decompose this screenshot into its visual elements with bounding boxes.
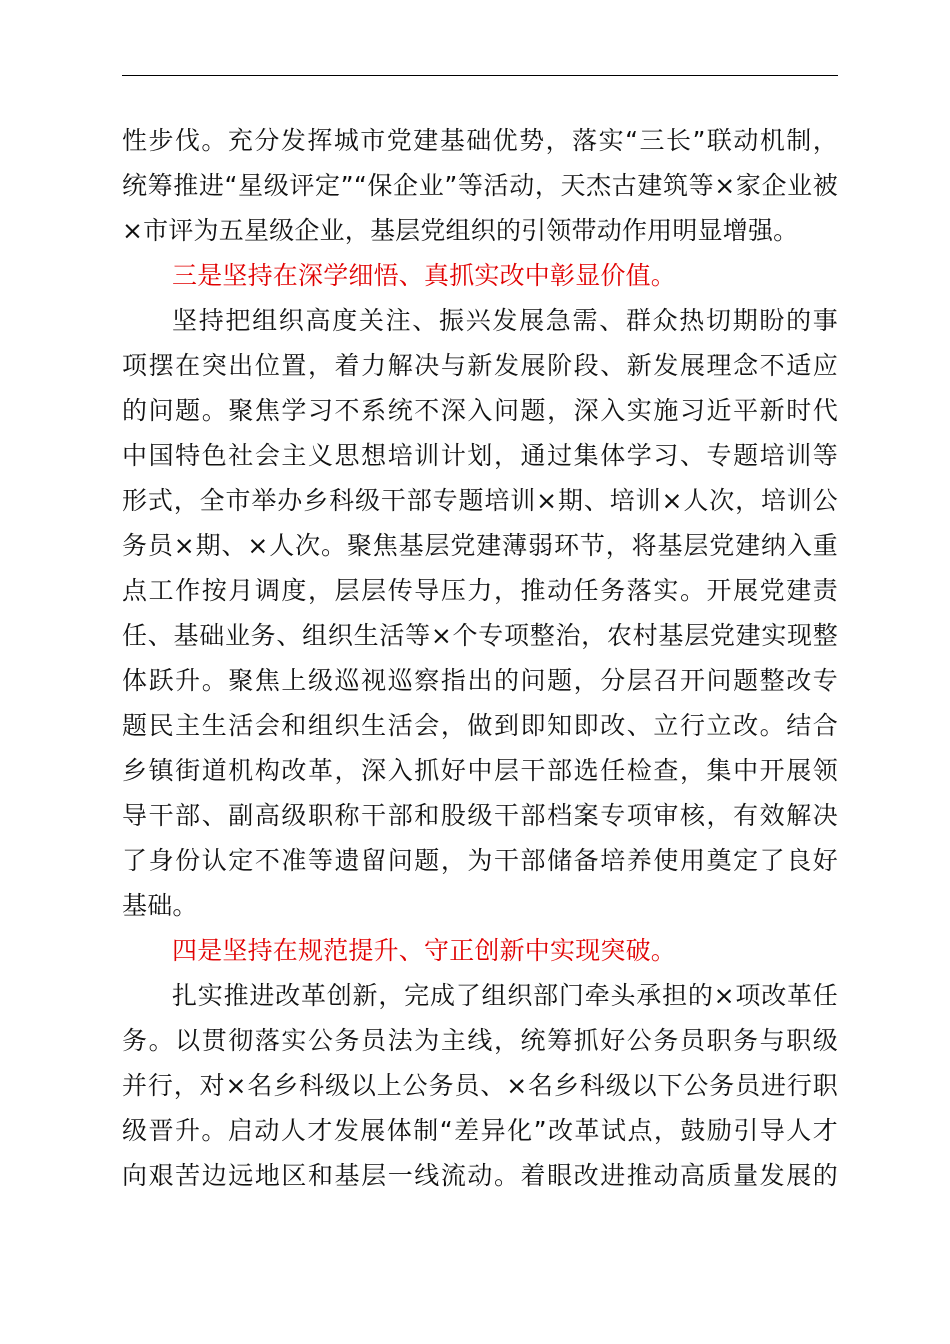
text-line: 中国特色社会主义思想培训计划，通过集体学习、专题培训等 (122, 441, 838, 470)
text-line: 乡镇街道机构改革，深入抓好中层干部选任检查，集中开展领 (122, 756, 838, 785)
text-line: 统筹推进“星级评定”“保企业”等活动，天杰古建筑等×家企业被 (122, 171, 838, 200)
text-line: 点工作按月调度，层层传导压力，推动任务落实。开展党建责 (122, 576, 838, 605)
text-line: 形式，全市举办乡科级干部专题培训×期、培训×人次，培训公 (122, 486, 838, 515)
text-line: ×市评为五星级企业，基层党组织的引领带动作用明显增强。 (122, 216, 799, 245)
text-line: 任、基础业务、组织生活等×个专项整治，农村基层党建实现整 (122, 621, 838, 650)
text-line: 体跃升。聚焦上级巡视巡察指出的问题，分层召开问题整改专 (122, 666, 838, 695)
header-rule (122, 75, 838, 76)
section-heading-4: 四是坚持在规范提升、守正创新中实现突破。 (172, 936, 677, 965)
text-line: 题民主生活会和组织生活会，做到即知即改、立行立改。结合 (122, 711, 838, 740)
text-line: 导干部、副高级职称干部和股级干部档案专项审核，有效解决 (122, 801, 838, 830)
text-line: 向艰苦边远地区和基层一线流动。着眼改进推动高质量发展的 (122, 1161, 838, 1190)
section-heading-3: 三是坚持在深学细悟、真抓实改中彰显价值。 (172, 261, 677, 290)
text-line: 项摆在突出位置，着力解决与新发展阶段、新发展理念不适应 (122, 351, 838, 380)
paragraph-first-line: 扎实推进改革创新，完成了组织部门牵头承担的×项改革任 (172, 981, 838, 1010)
text-line: 性步伐。充分发挥城市党建基础优势，落实“三长”联动机制， (122, 126, 838, 155)
document-body (122, 118, 838, 1198)
text-line: 务。以贯彻落实公务员法为主线，统筹抓好公务员职务与职级 (122, 1026, 838, 1055)
text-line: 并行，对×名乡科级以上公务员、×名乡科级以下公务员进行职 (122, 1071, 838, 1100)
text-line: 务员×期、×人次。聚焦基层党建薄弱环节，将基层党建纳入重 (122, 531, 838, 560)
text-line: 级晋升。启动人才发展体制“差异化”改革试点，鼓励引导人才 (122, 1116, 838, 1145)
paragraph-first-line: 坚持把组织高度关注、振兴发展急需、群众热切期盼的事 (172, 306, 838, 335)
text-line: 了身份认定不准等遗留问题，为干部储备培养使用奠定了良好 (122, 846, 838, 875)
text-line: 基础。 (122, 891, 198, 920)
text-line: 的问题。聚焦学习不系统不深入问题，深入实施习近平新时代 (122, 396, 838, 425)
